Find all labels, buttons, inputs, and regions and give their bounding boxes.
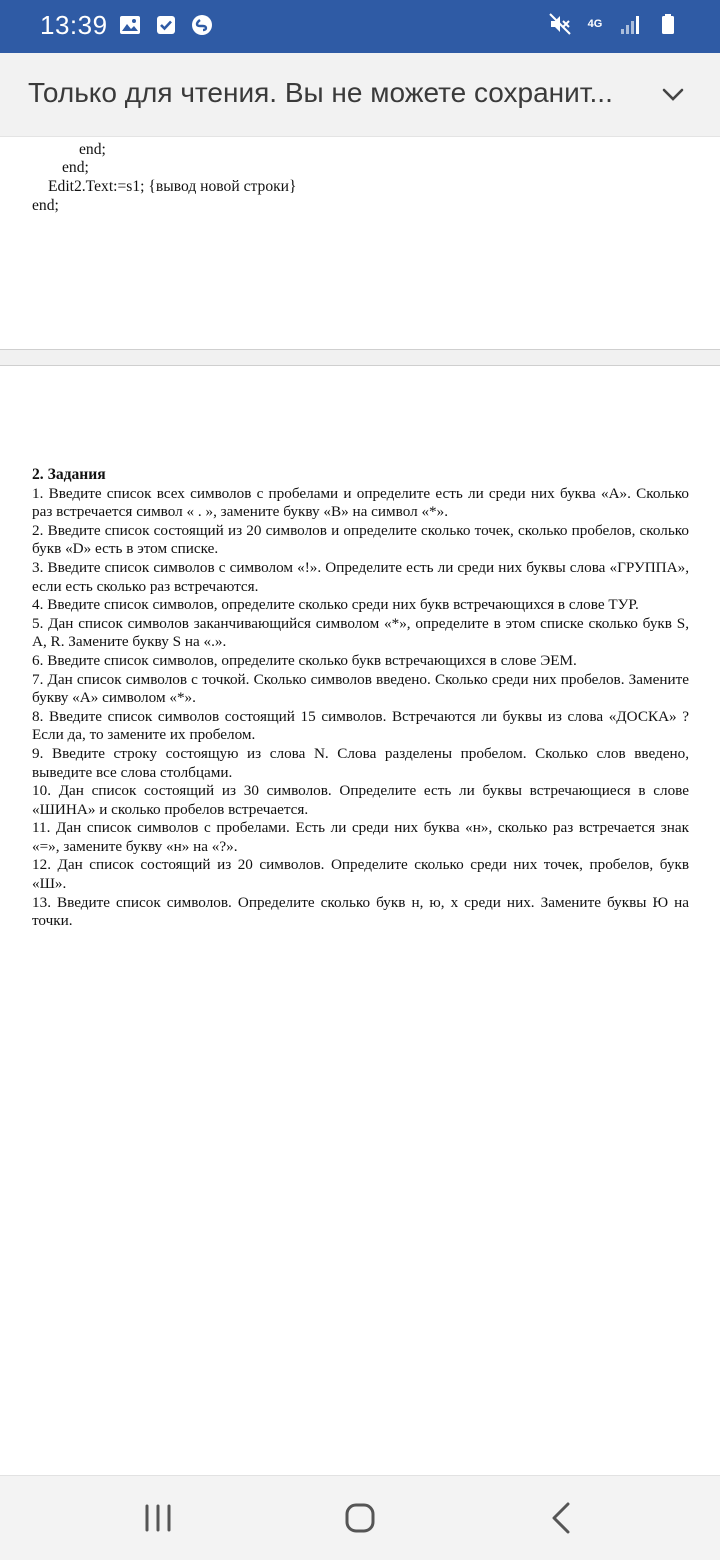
task-item: 13. Введите список символов. Определите сколько букв н, ю, х среди них. Замените буквы Ю на точки.	[32, 893, 689, 930]
navigation-bar	[0, 1475, 720, 1560]
section-title: 2. Задания	[32, 466, 106, 483]
task-item: 8. Введите список символов состоящий 15 символов. Встречаются ли буквы из слова «ДОСКА» ? Если да, то замените их пробелом.	[32, 707, 689, 744]
mute-icon	[548, 12, 572, 36]
task-item: 2. Введите список состоящий из 20 символов и определите сколько точек, сколько пробелов, сколько букв «D» есть в этом списке.	[32, 521, 689, 558]
page-separator	[0, 349, 720, 366]
notification-icons	[118, 13, 214, 37]
check-icon	[154, 13, 178, 37]
code-line: end;	[32, 197, 59, 214]
battery-icon	[656, 12, 680, 36]
task-item: 11. Дан список символов с пробелами. Есть ли среди них буква «н», сколько раз встречается знак «=», замените букву «н» на «?».	[32, 819, 689, 855]
shazam-icon	[190, 13, 214, 37]
signal-icon	[618, 12, 642, 36]
network-label: 4G	[587, 17, 603, 30]
read-only-message: Только для чтения. Вы не можете сохранит...	[28, 77, 613, 108]
code-line: end;	[79, 141, 106, 158]
task-item: 1. Введите список всех символов с пробелами и определите есть ли среди них буква «А». Сколько раз встречается символ « . », замените букву «В» на символ «*».	[32, 484, 689, 521]
task-item: 4. Введите список символов, определите сколько среди них букв встречающихся в слове ТУР.	[32, 596, 639, 614]
task-item: 10. Дан список состоящий из 30 символов. Определите есть ли буквы встречающиеся в слове «ШИНА» и сколько пробелов встречается.	[32, 782, 689, 818]
gallery-icon	[118, 13, 142, 37]
task-item: 7. Дан список символов с точкой. Сколько символов введено. Сколько среди них пробелов. Замените букву «А» символом «*».	[32, 670, 689, 707]
task-item: 9. Введите строку состоящую из слова N. Слова разделены пробелом. Сколько слов введено, выведите все слова столбцами.	[32, 744, 689, 781]
recent-apps-icon[interactable]	[138, 1498, 178, 1538]
task-item: 5. Дан список символов заканчивающийся символом «*», определите в этом списке сколько букв S, A, R. Замените букву S на «.».	[32, 614, 689, 651]
code-line: Edit2.Text:=s1; {вывод новой строки}	[48, 178, 297, 195]
task-item: 6. Введите список символов, определите сколько букв встречающихся в слове ЭЕМ.	[32, 651, 577, 669]
back-icon[interactable]	[542, 1498, 582, 1538]
system-icons	[548, 12, 680, 36]
status-bar	[0, 0, 720, 53]
code-line: end;	[62, 159, 89, 176]
chevron-down-icon[interactable]	[658, 80, 688, 110]
home-icon[interactable]	[340, 1498, 380, 1538]
task-item: 3. Введите список символов с символом «!». Определите есть ли среди них буквы слова «ГРУППА», если есть сколько раз встречаются.	[32, 558, 689, 595]
read-only-banner[interactable]	[0, 53, 720, 137]
tasks-section	[32, 466, 689, 931]
task-item: 12. Дан список состоящий из 20 символов. Определите сколько среди них точек, пробелов, букв «Ш».	[32, 856, 689, 893]
status-time: 13:39	[40, 10, 108, 40]
